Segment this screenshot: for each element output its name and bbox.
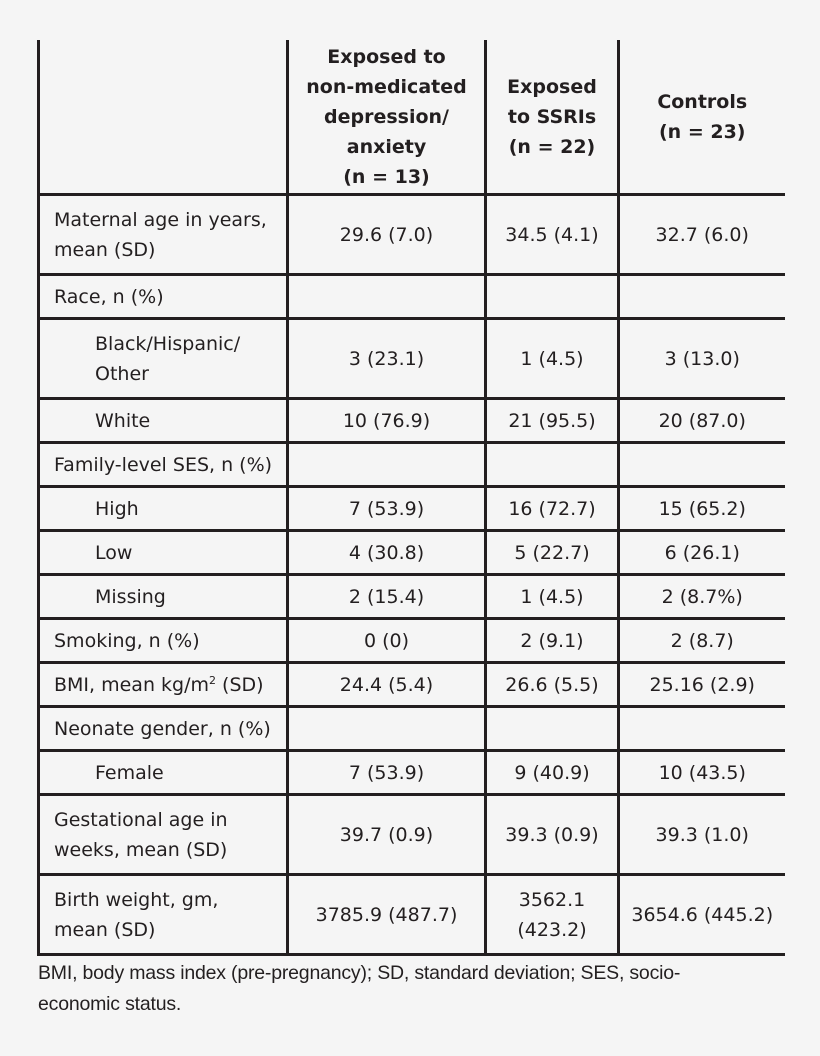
label-line: Maternal age in years,	[54, 208, 267, 231]
label-line: Other	[95, 362, 149, 385]
label-text: (SD)	[216, 673, 264, 696]
cell-value: 39.3 (1.0)	[619, 795, 785, 875]
cell-value: 10 (76.9)	[288, 399, 486, 443]
table-row	[39, 195, 785, 275]
cell-value	[486, 443, 619, 487]
cell-value: 20 (87.0)	[619, 399, 785, 443]
value-line: 3562.1	[518, 888, 586, 911]
header-non-medicated	[288, 40, 486, 195]
header-line: (n = 23)	[659, 120, 746, 143]
header-line: Exposed to	[327, 45, 446, 68]
cell-value	[619, 275, 785, 319]
cell-value: 26.6 (5.5)	[486, 663, 619, 707]
table-row	[39, 663, 785, 707]
cell-value	[619, 707, 785, 751]
row-label	[39, 875, 288, 955]
row-label: High	[39, 487, 288, 531]
row-label: Missing	[39, 575, 288, 619]
header-line: to SSRIs	[507, 105, 597, 128]
header-controls	[619, 40, 785, 195]
header-line: Exposed	[507, 75, 597, 98]
cell-value: 1 (4.5)	[486, 319, 619, 399]
cell-value: 39.7 (0.9)	[288, 795, 486, 875]
cell-value: 24.4 (5.4)	[288, 663, 486, 707]
table-footnote	[38, 958, 798, 1020]
row-label	[39, 195, 288, 275]
row-label: Family-level SES, n (%)	[39, 443, 288, 487]
header-ssri	[486, 40, 619, 195]
row-label	[39, 795, 288, 875]
cell-value: 9 (40.9)	[486, 751, 619, 795]
cell-value: 5 (22.7)	[486, 531, 619, 575]
cell-value	[619, 443, 785, 487]
cell-value: 2 (9.1)	[486, 619, 619, 663]
row-label: White	[39, 399, 288, 443]
row-label: Smoking, n (%)	[39, 619, 288, 663]
table-row	[39, 443, 785, 487]
table-row	[39, 399, 785, 443]
table-row	[39, 795, 785, 875]
header-empty	[39, 40, 288, 195]
cell-value: 3 (13.0)	[619, 319, 785, 399]
cell-value: 4 (30.8)	[288, 531, 486, 575]
cell-value: 10 (43.5)	[619, 751, 785, 795]
cell-value: 1 (4.5)	[486, 575, 619, 619]
label-line: mean (SD)	[54, 238, 156, 261]
table-row	[39, 875, 785, 955]
header-line: (n = 13)	[343, 165, 430, 188]
table-row	[39, 531, 785, 575]
cell-value	[288, 443, 486, 487]
header-line: depression/	[324, 105, 449, 128]
cell-value	[486, 707, 619, 751]
footnote-line: economic status.	[38, 993, 182, 1015]
label-line: Black/Hispanic/	[95, 332, 241, 355]
value-line: (423.2)	[517, 918, 587, 941]
header-line: (n = 22)	[508, 135, 596, 158]
label-line: mean (SD)	[54, 918, 156, 941]
cell-value: 25.16 (2.9)	[619, 663, 785, 707]
header-row	[39, 40, 785, 195]
row-label: Female	[39, 751, 288, 795]
cell-value: 15 (65.2)	[619, 487, 785, 531]
table-row	[39, 619, 785, 663]
label-line: Gestational age in	[54, 808, 228, 831]
cell-value: 34.5 (4.1)	[486, 195, 619, 275]
cell-value	[288, 275, 486, 319]
table-row	[39, 319, 785, 399]
cell-value: 3785.9 (487.7)	[288, 875, 486, 955]
row-label: Low	[39, 531, 288, 575]
row-label	[39, 319, 288, 399]
row-label: Race, n (%)	[39, 275, 288, 319]
cell-value: 7 (53.9)	[288, 487, 486, 531]
cell-value: 21 (95.5)	[486, 399, 619, 443]
header-line: Controls	[657, 90, 748, 113]
cell-value: 2 (8.7)	[619, 619, 785, 663]
cell-value: 3 (23.1)	[288, 319, 486, 399]
table-row	[39, 487, 785, 531]
cell-value: 16 (72.7)	[486, 487, 619, 531]
cell-value: 2 (15.4)	[288, 575, 486, 619]
header-line: non-medicated	[306, 75, 467, 98]
superscript: 2	[209, 673, 217, 687]
label-line: weeks, mean (SD)	[54, 838, 228, 861]
footnote-line: BMI, body mass index (pre-pregnancy); SD, standard deviation; SES, socio-	[38, 962, 681, 984]
table-row	[39, 275, 785, 319]
row-label	[39, 663, 288, 707]
table-row	[39, 751, 785, 795]
cell-value: 3654.6 (445.2)	[619, 875, 785, 955]
cell-value	[486, 875, 619, 955]
demographics-table	[37, 40, 785, 956]
cell-value: 6 (26.1)	[619, 531, 785, 575]
cell-value: 32.7 (6.0)	[619, 195, 785, 275]
cell-value	[486, 275, 619, 319]
cell-value: 7 (53.9)	[288, 751, 486, 795]
cell-value: 0 (0)	[288, 619, 486, 663]
cell-value: 2 (8.7%)	[619, 575, 785, 619]
table-row	[39, 575, 785, 619]
label-line: Birth weight, gm,	[54, 888, 219, 911]
cell-value	[288, 707, 486, 751]
header-line: anxiety	[346, 135, 427, 158]
cell-value: 29.6 (7.0)	[288, 195, 486, 275]
cell-value: 39.3 (0.9)	[486, 795, 619, 875]
table-row	[39, 707, 785, 751]
label-text: BMI, mean kg/m	[54, 673, 210, 696]
row-label: Neonate gender, n (%)	[39, 707, 288, 751]
